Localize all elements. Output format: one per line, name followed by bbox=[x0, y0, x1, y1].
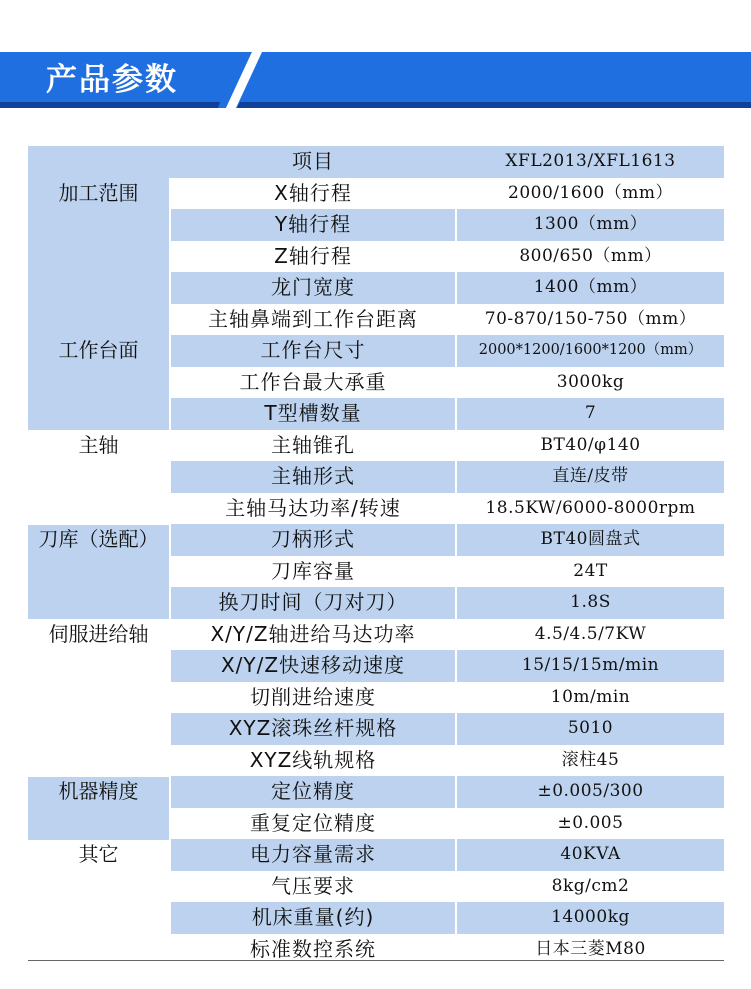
row-item: T型槽数量 bbox=[171, 398, 455, 430]
table-row bbox=[28, 367, 724, 399]
row-category bbox=[28, 745, 169, 777]
row-category bbox=[28, 272, 169, 304]
row-value: 1.8S bbox=[457, 587, 724, 619]
row-category bbox=[28, 461, 169, 493]
page-title: 产品参数 bbox=[46, 62, 178, 98]
table-row bbox=[28, 587, 724, 619]
row-item: X/Y/Z轴进给马达功率 bbox=[210, 621, 416, 646]
row-item: 重复定位精度 bbox=[250, 810, 376, 835]
table-bottom-rule bbox=[28, 960, 724, 961]
row-category bbox=[28, 241, 169, 273]
row-category: 工作台面 bbox=[58, 338, 139, 362]
row-value: BT40圆盘式 bbox=[457, 524, 724, 556]
row-value: 1400（mm） bbox=[457, 272, 724, 304]
row-category bbox=[28, 682, 169, 714]
row-category: 其它 bbox=[78, 842, 119, 866]
table-row bbox=[28, 619, 724, 651]
table-row bbox=[28, 272, 724, 304]
row-value: 2000/1600（mm） bbox=[508, 182, 673, 203]
row-item: 电力容量需求 bbox=[171, 839, 455, 871]
row-value: ±0.005/300 bbox=[457, 776, 724, 808]
row-category bbox=[28, 304, 169, 336]
row-category bbox=[28, 556, 169, 588]
row-item: 定位精度 bbox=[171, 776, 455, 808]
row-value: 4.5/4.5/7KW bbox=[534, 623, 647, 644]
row-value: 24T bbox=[573, 560, 608, 581]
row-value: 15/15/15m/min bbox=[457, 650, 724, 682]
row-category bbox=[28, 902, 169, 934]
row-item: 主轴形式 bbox=[171, 461, 455, 493]
row-value: 14000kg bbox=[457, 902, 724, 934]
row-item: 切削进给速度 bbox=[250, 684, 376, 709]
row-item: 气压要求 bbox=[271, 873, 355, 898]
row-category: 主轴 bbox=[78, 432, 119, 457]
row-item: 主轴锥孔 bbox=[271, 432, 355, 457]
row-value: 18.5KW/6000-8000rpm bbox=[485, 497, 696, 518]
row-value: 10m/min bbox=[550, 686, 631, 707]
table-row bbox=[28, 713, 724, 745]
row-category bbox=[28, 367, 169, 399]
row-value: ±0.005 bbox=[557, 812, 624, 833]
spec-table bbox=[28, 146, 724, 965]
table-row bbox=[28, 493, 724, 525]
table-row bbox=[28, 524, 724, 556]
row-value: XFL2013/XFL1613 bbox=[457, 146, 724, 178]
row-value: 日本三菱M80 bbox=[535, 938, 646, 959]
row-value: 5010 bbox=[457, 713, 724, 745]
table-row bbox=[28, 461, 724, 493]
table-row bbox=[28, 556, 724, 588]
row-item: 刀柄形式 bbox=[171, 524, 455, 556]
row-item: 项目 bbox=[171, 146, 455, 178]
row-category: 加工范围 bbox=[58, 180, 139, 205]
row-value: 8kg/cm2 bbox=[551, 875, 630, 896]
row-value: 滚柱45 bbox=[561, 749, 620, 770]
row-category bbox=[28, 808, 169, 840]
row-item: Y轴行程 bbox=[171, 209, 455, 241]
table-row bbox=[28, 682, 724, 714]
row-value: 2000*1200/1600*1200（mm） bbox=[457, 335, 724, 367]
row-value: 7 bbox=[457, 398, 724, 430]
table-row bbox=[28, 808, 724, 840]
row-category: 机器精度 bbox=[58, 779, 139, 803]
row-item: X轴行程 bbox=[274, 180, 352, 205]
row-value: 直连/皮带 bbox=[457, 461, 724, 493]
table-row bbox=[28, 178, 724, 210]
row-value: 3000kg bbox=[556, 371, 625, 392]
table-row bbox=[28, 902, 724, 934]
row-item: 主轴鼻端到工作台距离 bbox=[208, 306, 418, 331]
row-item: 换刀时间（刀对刀） bbox=[171, 587, 455, 619]
table-row bbox=[28, 304, 724, 336]
row-category: 刀库（选配） bbox=[38, 527, 159, 551]
table-row bbox=[28, 650, 724, 682]
row-item: 刀库容量 bbox=[271, 558, 355, 583]
row-value: 1300（mm） bbox=[457, 209, 724, 241]
row-category bbox=[28, 398, 169, 430]
row-item: 工作台最大承重 bbox=[239, 369, 387, 394]
row-category bbox=[28, 209, 169, 241]
row-item: XYZ滚珠丝杆规格 bbox=[171, 713, 455, 745]
row-item: Z轴行程 bbox=[274, 243, 352, 268]
row-item: 龙门宽度 bbox=[171, 272, 455, 304]
table-row bbox=[28, 209, 724, 241]
row-category bbox=[28, 587, 169, 619]
table-row bbox=[28, 241, 724, 273]
row-category bbox=[28, 871, 169, 903]
row-category: 伺服进给轴 bbox=[48, 621, 149, 646]
table-row bbox=[28, 335, 724, 367]
table-row bbox=[28, 398, 724, 430]
table-row bbox=[28, 839, 724, 871]
row-item: XYZ线轨规格 bbox=[249, 747, 377, 772]
table-row bbox=[28, 146, 724, 178]
table-row bbox=[28, 430, 724, 462]
row-value: BT40/φ140 bbox=[540, 434, 641, 455]
row-category bbox=[28, 493, 169, 525]
row-value: 40KVA bbox=[457, 839, 724, 871]
table-row bbox=[28, 871, 724, 903]
row-category bbox=[28, 146, 169, 178]
row-item: 机床重量(约) bbox=[171, 902, 455, 934]
row-value: 800/650（mm） bbox=[519, 245, 662, 266]
row-item: 工作台尺寸 bbox=[171, 335, 455, 367]
row-value: 70-870/150-750（mm） bbox=[484, 308, 697, 329]
row-item: X/Y/Z快速移动速度 bbox=[171, 650, 455, 682]
row-item: 主轴马达功率/转速 bbox=[225, 495, 401, 520]
row-item: 标准数控系统 bbox=[250, 936, 376, 961]
table-row bbox=[28, 776, 724, 808]
row-category bbox=[28, 713, 169, 745]
row-category bbox=[28, 650, 169, 682]
table-row bbox=[28, 745, 724, 777]
